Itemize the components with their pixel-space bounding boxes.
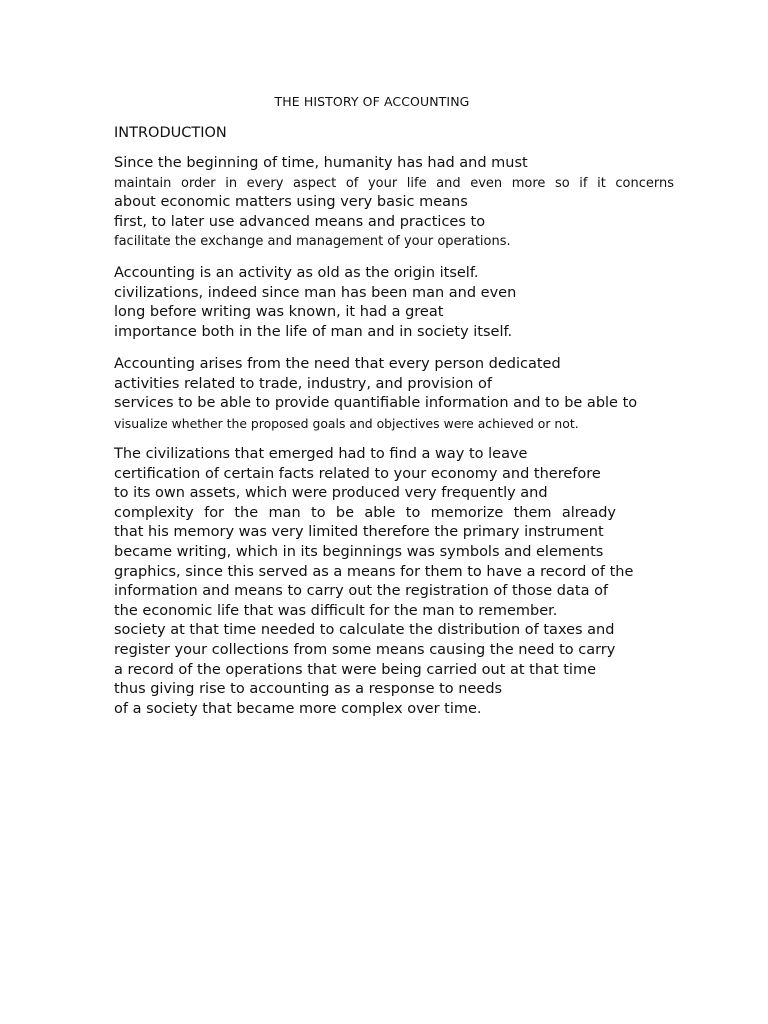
paragraph-line: of a society that became more complex over time. [114, 700, 482, 717]
paragraph-line: The civilizations that emerged had to find a way to leave [114, 446, 528, 462]
paragraph-line: Accounting arises from the need that every person dedicated [114, 356, 561, 372]
paragraph-line: Since the beginning of time, humanity has had and must [114, 155, 528, 171]
paragraph-line: Accounting is an activity as old as the origin itself. [114, 265, 479, 281]
paragraph-line: that his memory was very limited therefore the primary instrument [114, 524, 604, 541]
paragraph-line: first, to later use advanced means and practices to [114, 213, 486, 230]
paragraph-2 [114, 264, 516, 342]
paragraph-line: register your collections from some means causing the need to carry [114, 641, 616, 658]
paragraph-line-justified [114, 174, 674, 194]
paragraph-line: to its own assets, which were produced very frequently and [114, 485, 548, 502]
paragraph-line: civilizations, indeed since man has been man and even [114, 284, 517, 301]
document-title: THE HISTORY OF ACCOUNTING [274, 94, 470, 109]
justified-text: maintain order in every aspect of your life and even more so if it concerns [114, 175, 674, 191]
paragraph-line: thus giving rise to accounting as a response to needs [114, 681, 503, 698]
paragraph-line: visualize whether the proposed goals and objectives were achieved or not. [114, 415, 579, 431]
paragraph-line: the economic life that was difficult for the man to remember. [114, 602, 558, 619]
paragraph-line: activities related to trade, industry, and provision of [114, 375, 492, 392]
justified-text: complexity for the man to be able to memorize them already [114, 504, 616, 521]
section-heading: INTRODUCTION [114, 125, 227, 141]
paragraph-4 [114, 445, 633, 719]
paragraph-3 [114, 355, 637, 433]
paragraph-line: importance both in the life of man and in society itself. [114, 323, 513, 340]
paragraph-1 [114, 154, 674, 252]
paragraph-line-justified [114, 504, 616, 524]
paragraph-line: about economic matters using very basic means [114, 194, 468, 211]
paragraph-line: long before writing was known, it had a great [114, 304, 444, 321]
paragraph-line: became writing, which in its beginnings was symbols and elements [114, 543, 604, 560]
paragraph-line: graphics, since this served as a means for them to have a record of the [114, 563, 634, 580]
paragraph-line: society at that time needed to calculate the distribution of taxes and [114, 622, 615, 639]
paragraph-line: facilitate the exchange and management of your operations. [114, 234, 511, 250]
paragraph-line: certification of certain facts related to your economy and therefore [114, 465, 601, 482]
paragraph-line: information and means to carry out the registration of those data of [114, 583, 609, 600]
paragraph-line: a record of the operations that were being carried out at that time [114, 661, 596, 678]
paragraph-line: services to be able to provide quantifiable information and to be able to [114, 395, 638, 412]
